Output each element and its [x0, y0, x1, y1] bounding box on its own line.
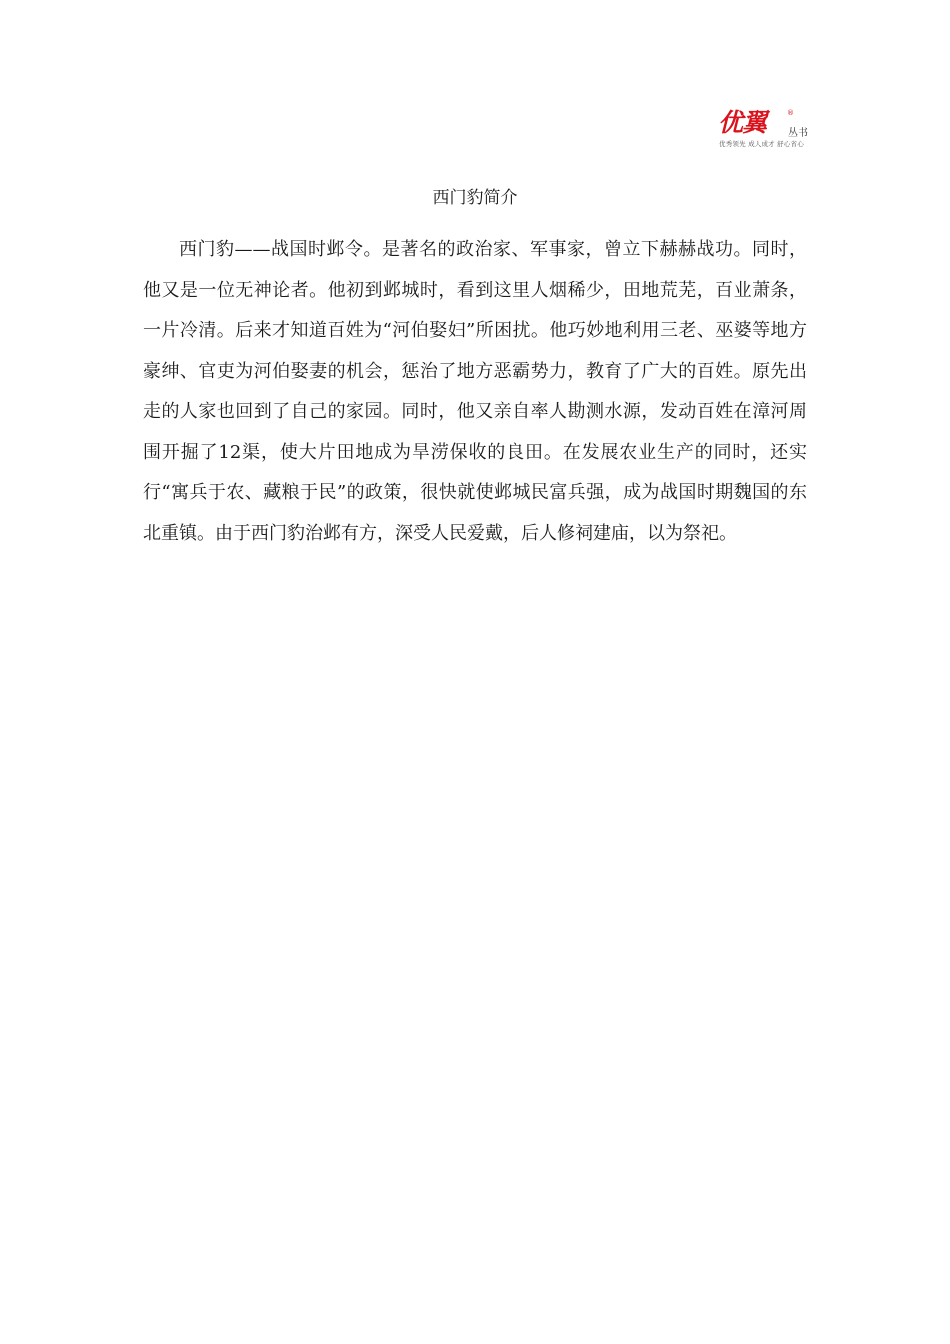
logo-series-text: 丛书: [788, 128, 808, 139]
logo-slogan: 优秀领先 成人成才 舒心省心: [719, 140, 804, 148]
document-title: 西门豹简介: [432, 188, 518, 208]
logo-brand-group: [718, 108, 766, 138]
publisher-logo: [718, 108, 814, 150]
registered-mark: ®: [787, 109, 794, 117]
logo-brand-text: 优翼: [718, 108, 767, 137]
document-body-paragraph: 西门豹——战国时邺令。是著名的政治家、军事家，曾立下赫赫战功。同时，他又是一位无神论者。他初到邺城时，看到这里人烟稀少，田地荒芜，百业萧条，一片冷清。后来才知道百姓为“河伯娶妇”所困扰。他巧妙地利用三老、巫婆等地方豪绅、官吏为河伯娶妻的机会，惩治了地方恶霸势力，教育了广大的百姓。原先出走的人家也回到了自己的家园。同时，他又亲自率人勘测水源，发动百姓在漳河周围开掘了12渠，使大片田地成为旱涝保收的良田。在发展农业生产的同时，还实行“寓兵于农、藏粮于民”的政策，很快就使邺城民富兵强，成为战国时期魏国的东北重镇。由于西门豹治邺有方，深受人民爱戴，后人修祠建庙，以为祭祀。: [143, 239, 807, 544]
